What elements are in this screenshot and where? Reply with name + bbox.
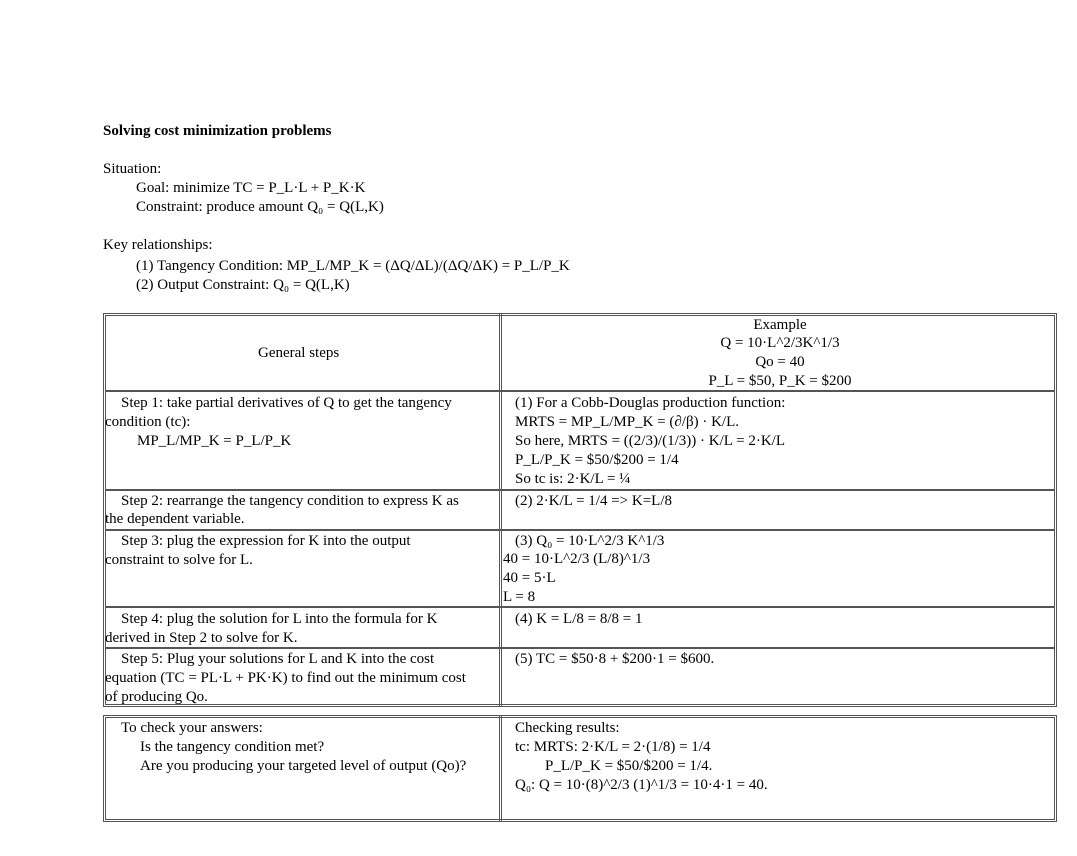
step5-right-1: (5) TC = $50·8 + $200·1 = $600. [515,651,715,667]
situation-goal: Goal: minimize TC = P_L·L + P_K·K [136,180,366,196]
step3-right-3: 40 = 5·L [503,570,556,586]
key-heading: Key relationships: [103,237,213,253]
step5-left-1: Step 5: Plug your solutions for L and K into the cost [121,651,435,667]
step1-right-3: So here, MRTS = ((2/3)/(1/3)) · K/L = 2·K/L [515,433,785,449]
step1-right-5: So tc is: 2·K/L = ¼ [515,471,631,487]
key-tangency: (1) Tangency Condition: MP_L/MP_K = (ΔQ/ΔL)/(ΔQ/ΔK) = P_L/P_K [136,258,570,274]
row-sep-3 [106,529,1054,531]
step1-left-2: condition (tc): [105,414,191,430]
check-right-1: Checking results: [515,720,620,736]
step1-right-2: MRTS = MP_L/MP_K = (∂/β) · K/L. [515,414,739,430]
check-right-2: tc: MRTS: 2·K/L = 2·(1/8) = 1/4 [515,739,711,755]
check-left-2: Is the tangency condition met? [140,739,325,755]
situation-constraint: Constraint: produce amount Q₀ = Q(L,K) [136,199,384,215]
step1-left-3: MP_L/MP_K = P_L/P_K [137,433,292,449]
step3-left-1: Step 3: plug the expression for K into the output [121,533,411,549]
step4-left-2: derived in Step 2 to solve for K. [105,630,298,646]
step3-right-1: (3) Q₀ = 10·L^2/3 K^1/3 [515,533,665,549]
step1-left-1: Step 1: take partial derivatives of Q to get the tangency [121,395,452,411]
step3-right-4: L = 8 [503,589,536,605]
check-right-4: Q₀: Q = 10·(8)^2/3 (1)^1/3 = 10·4·1 = 40. [515,777,768,793]
step1-right-1: (1) For a Cobb-Douglas production function: [515,395,786,411]
row-sep-2 [106,489,1054,491]
row-sep-4 [106,606,1054,608]
step5-left-2: equation (TC = PL·L + PK·K) to find out the minimum cost [105,670,466,686]
situation-heading: Situation: [103,161,162,177]
step2-left-2: the dependent variable. [105,511,245,527]
check-table-divider [499,715,502,822]
step2-left-1: Step 2: rearrange the tangency condition to express K as [121,493,459,509]
example-function: Q = 10·L^2/3K^1/3 [720,335,840,351]
step4-right-1: (4) K = L/8 = 8/8 = 1 [515,611,643,627]
row-sep-1 [106,390,1054,392]
step3-left-2: constraint to solve for L. [105,552,253,568]
step4-left-1: Step 4: plug the solution for L into the formula for K [121,611,438,627]
example-output: Qo = 40 [755,354,805,370]
example-title: Example [753,317,807,333]
step5-left-3: of producing Qo. [105,689,208,705]
step3-right-2: 40 = 10·L^2/3 (L/8)^1/3 [503,551,651,567]
general-steps-header: General steps [258,345,340,361]
check-left-1: To check your answers: [121,720,263,736]
page-title: Solving cost minimization problems [103,123,332,139]
check-left-3: Are you producing your targeted level of output (Qo)? [140,758,467,774]
step2-right-1: (2) 2·K/L = 1/4 => K=L/8 [515,493,673,509]
step1-right-4: P_L/P_K = $50/$200 = 1/4 [515,452,679,468]
example-prices: P_L = $50, P_K = $200 [708,373,852,389]
check-right-3: P_L/P_K = $50/$200 = 1/4. [545,758,713,774]
key-output: (2) Output Constraint: Q₀ = Q(L,K) [136,277,350,293]
